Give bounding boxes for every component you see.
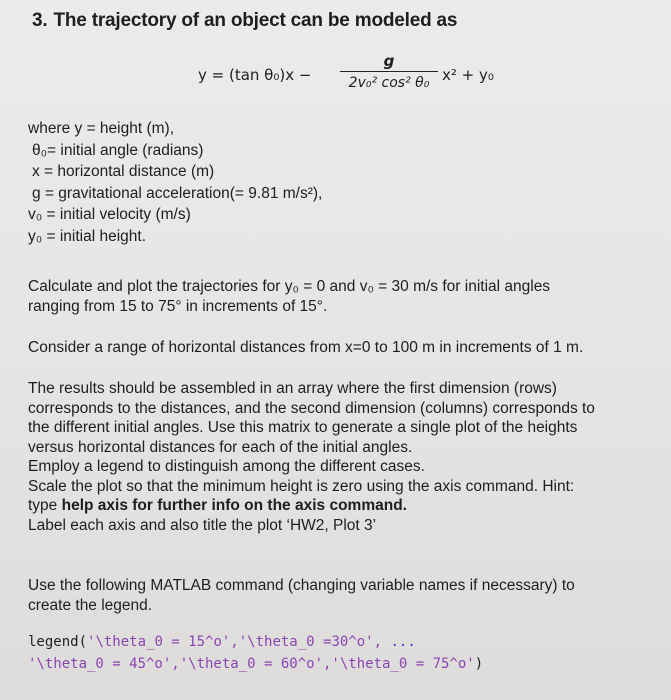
problem-number: 3. [32,10,48,31]
equation-rhs: x² + y₀ [442,66,494,84]
equation-denominator: 2v₀² cos² θ₀ [348,75,430,91]
code-string-args: '\theta_0 = 45^o','\theta_0 = 60^o','\theta_0 = 75^o' [28,656,475,672]
paragraph-line: The results should be assembled in an array where the first dimension (rows) [28,380,557,397]
paragraph-line: the different initial angles. Use this matrix to generate a single plot of the heights [28,419,578,436]
definition-line: θ₀= initial angle (radians) [32,141,204,159]
definition-line: x = horizontal distance (m) [32,163,215,181]
variable-definitions [28,118,322,248]
definition-line: y₀ = initial height. [28,227,147,245]
paragraph-line: Label each axis and also title the plot ‘HW2, Plot 3’ [28,516,377,534]
task-paragraph [28,277,550,317]
problem-statement: The trajectory of an object can be modeled as [53,10,458,31]
trajectory-equation [198,52,528,108]
code-function: legend( [28,634,88,650]
problem-title [32,10,457,32]
range-paragraph [28,338,583,358]
definition-line: v₀ = initial velocity (m/s) [28,206,191,224]
matlab-code-block [28,631,483,675]
hint-prefix: type [28,497,62,514]
fraction-bar [340,71,438,72]
definition-line: where y = height (m), [28,120,175,137]
paragraph-line: Use the following MATLAB command (changing variable names if necessary) to [28,577,575,594]
equation-fraction [340,52,438,92]
paragraph-line: Calculate and plot the trajectories for y₀ = 0 and v₀ = 30 m/s for initial angles [28,278,551,295]
instructions-paragraph [28,379,595,535]
paragraph-line: versus horizontal distances for each of the initial angles. [28,438,413,456]
paragraph-line: Consider a range of horizontal distances from x=0 to 100 m in increments of 1 m. [28,339,584,356]
paragraph-line: Scale the plot so that the minimum height is zero using the axis command. Hint: [28,477,575,495]
legend-instruction-paragraph [28,576,575,616]
hint-line [28,496,595,516]
paragraph-line: Employ a legend to distinguish among the different cases. [28,458,425,475]
paragraph-line: corresponds to the distances, and the second dimension (columns) corresponds to [28,399,595,417]
code-line-1 [28,631,483,653]
code-string-args: '\theta_0 = 15^o','\theta_0 =30^o', [87,634,383,650]
paragraph-line: create the legend. [28,597,153,614]
paragraph-line: ranging from 15 to 75° in increments of 15°. [28,298,328,315]
equation-lhs: y = (tan θ₀)x − [198,66,312,84]
equation-numerator: g [383,52,395,70]
hint-bold-text: help axis for further info on the axis command. [61,497,407,514]
code-continuation: ... [382,634,416,650]
code-line-2 [28,653,483,675]
code-close-paren: ) [474,656,484,672]
definition-line: g = gravitational acceleration(= 9.81 m/s²), [32,184,323,202]
